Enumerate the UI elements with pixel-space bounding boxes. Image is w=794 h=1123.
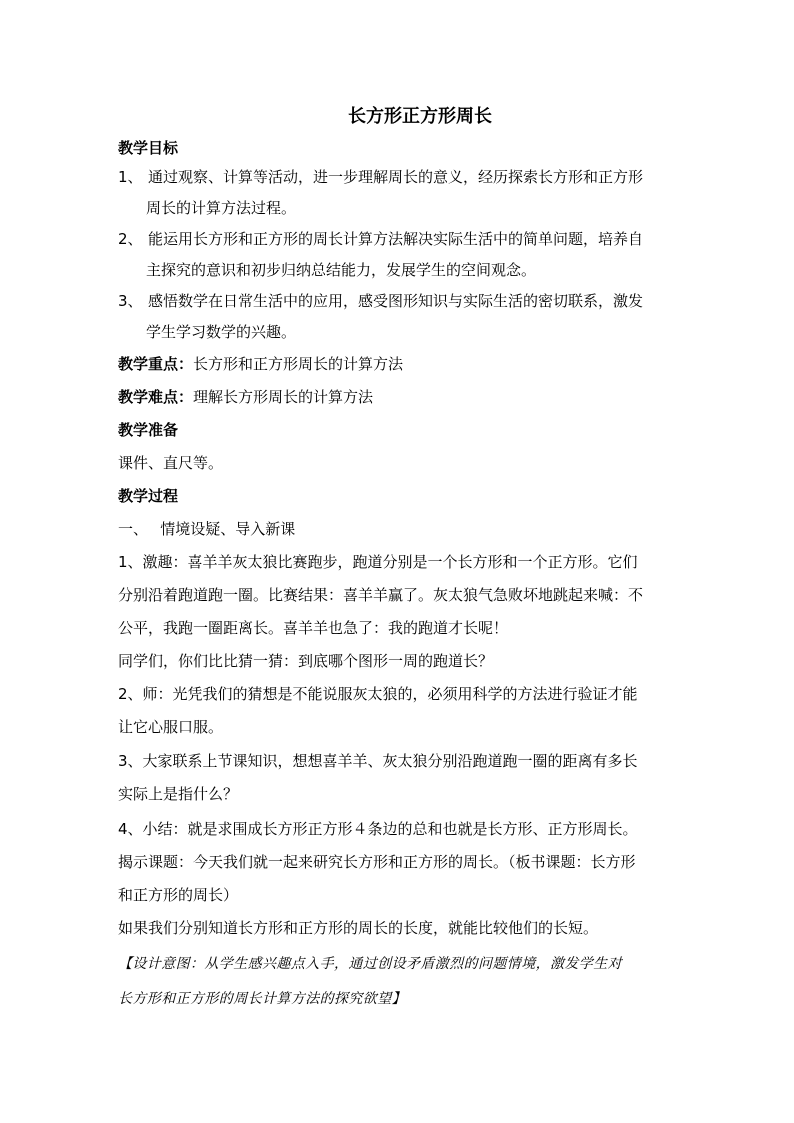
goal-text: 感悟数学在日常生活中的应用，感受图形知识与实际生活的密切联系，激发 <box>148 292 644 310</box>
prep-text: 课件、直尺等。 <box>118 454 224 472</box>
goal-item-2 <box>118 228 643 250</box>
design-intent-line: 长方形和正方形的周长计算方法的探究欲望】 <box>118 991 406 1007</box>
goal-number: 1、 <box>118 168 143 186</box>
goal-number: 2、 <box>118 230 143 248</box>
body-line: 1、激趣：喜羊羊灰太狼比赛跑步，跑道分别是一个长方形和一个正方形。它们 <box>118 553 638 571</box>
goal-text: 通过观察、计算等活动，进一步理解周长的意义，经历探索长方形和正方形 <box>148 168 644 186</box>
goal-number: 3、 <box>118 292 143 310</box>
page-title: 长方形正方形周长 <box>348 106 492 127</box>
body-line: 同学们，你们比比猜一猜：到底哪个图形一周的跑道长？ <box>118 652 494 670</box>
section-one-heading: 一、 情境设疑、导入新课 <box>118 520 296 538</box>
key-point-label: 教学重点： <box>118 355 194 373</box>
body-line: 和正方形的周长） <box>118 886 239 904</box>
goal-item-1 <box>118 166 643 188</box>
key-point-text: 长方形和正方形周长的计算方法 <box>193 355 404 373</box>
goals-heading: 教学目标 <box>118 139 179 157</box>
body-line: 2、师：光凭我们的猜想是不能说服灰太狼的，必须用科学的方法进行验证才能 <box>118 685 638 703</box>
goal-continuation: 周长的计算方法过程。 <box>146 199 297 217</box>
goal-item-3 <box>118 290 643 312</box>
goal-text: 能运用长方形和正方形的周长计算方法解决实际生活中的简单问题，培养自 <box>148 230 644 248</box>
body-line: 让它心服口服。 <box>118 718 224 736</box>
prep-heading: 教学准备 <box>118 421 179 439</box>
process-heading: 教学过程 <box>118 487 179 505</box>
body-line: 实际上是指什么？ <box>118 785 239 803</box>
design-intent-line: 【设计意图：从学生感兴趣点入手，通过创设矛盾激烈的问题情境，激发学生对 <box>118 956 622 972</box>
body-line: 如果我们分别知道长方形和正方形的周长的长度，就能比较他们的长短。 <box>118 919 599 937</box>
goal-continuation: 主探究的意识和初步归纳总结能力，发展学生的空间观念。 <box>146 261 537 279</box>
goal-continuation: 学生学习数学的兴趣。 <box>146 323 297 341</box>
body-line: 分别沿着跑道跑一圈。比赛结果：喜羊羊赢了。灰太狼气急败坏地跳起来喊：不 <box>118 586 644 604</box>
difficulty-text: 理解长方形周长的计算方法 <box>193 388 374 406</box>
body-line: 4、小结：就是求围成长方形正方形４条边的总和也就是长方形、正方形周长。 <box>118 820 638 838</box>
body-line: 3、大家联系上节课知识，想想喜羊羊、灰太狼分别沿跑道跑一圈的距离有多长 <box>118 752 638 770</box>
difficulty <box>118 386 373 408</box>
body-line: 揭示课题：今天我们就一起来研究长方形和正方形的周长。（板书课题：长方形 <box>118 853 636 871</box>
key-point <box>118 353 403 375</box>
difficulty-label: 教学难点： <box>118 388 194 406</box>
body-line: 公平，我跑一圈距离长。喜羊羊也急了：我的跑道才长呢！ <box>118 619 509 637</box>
